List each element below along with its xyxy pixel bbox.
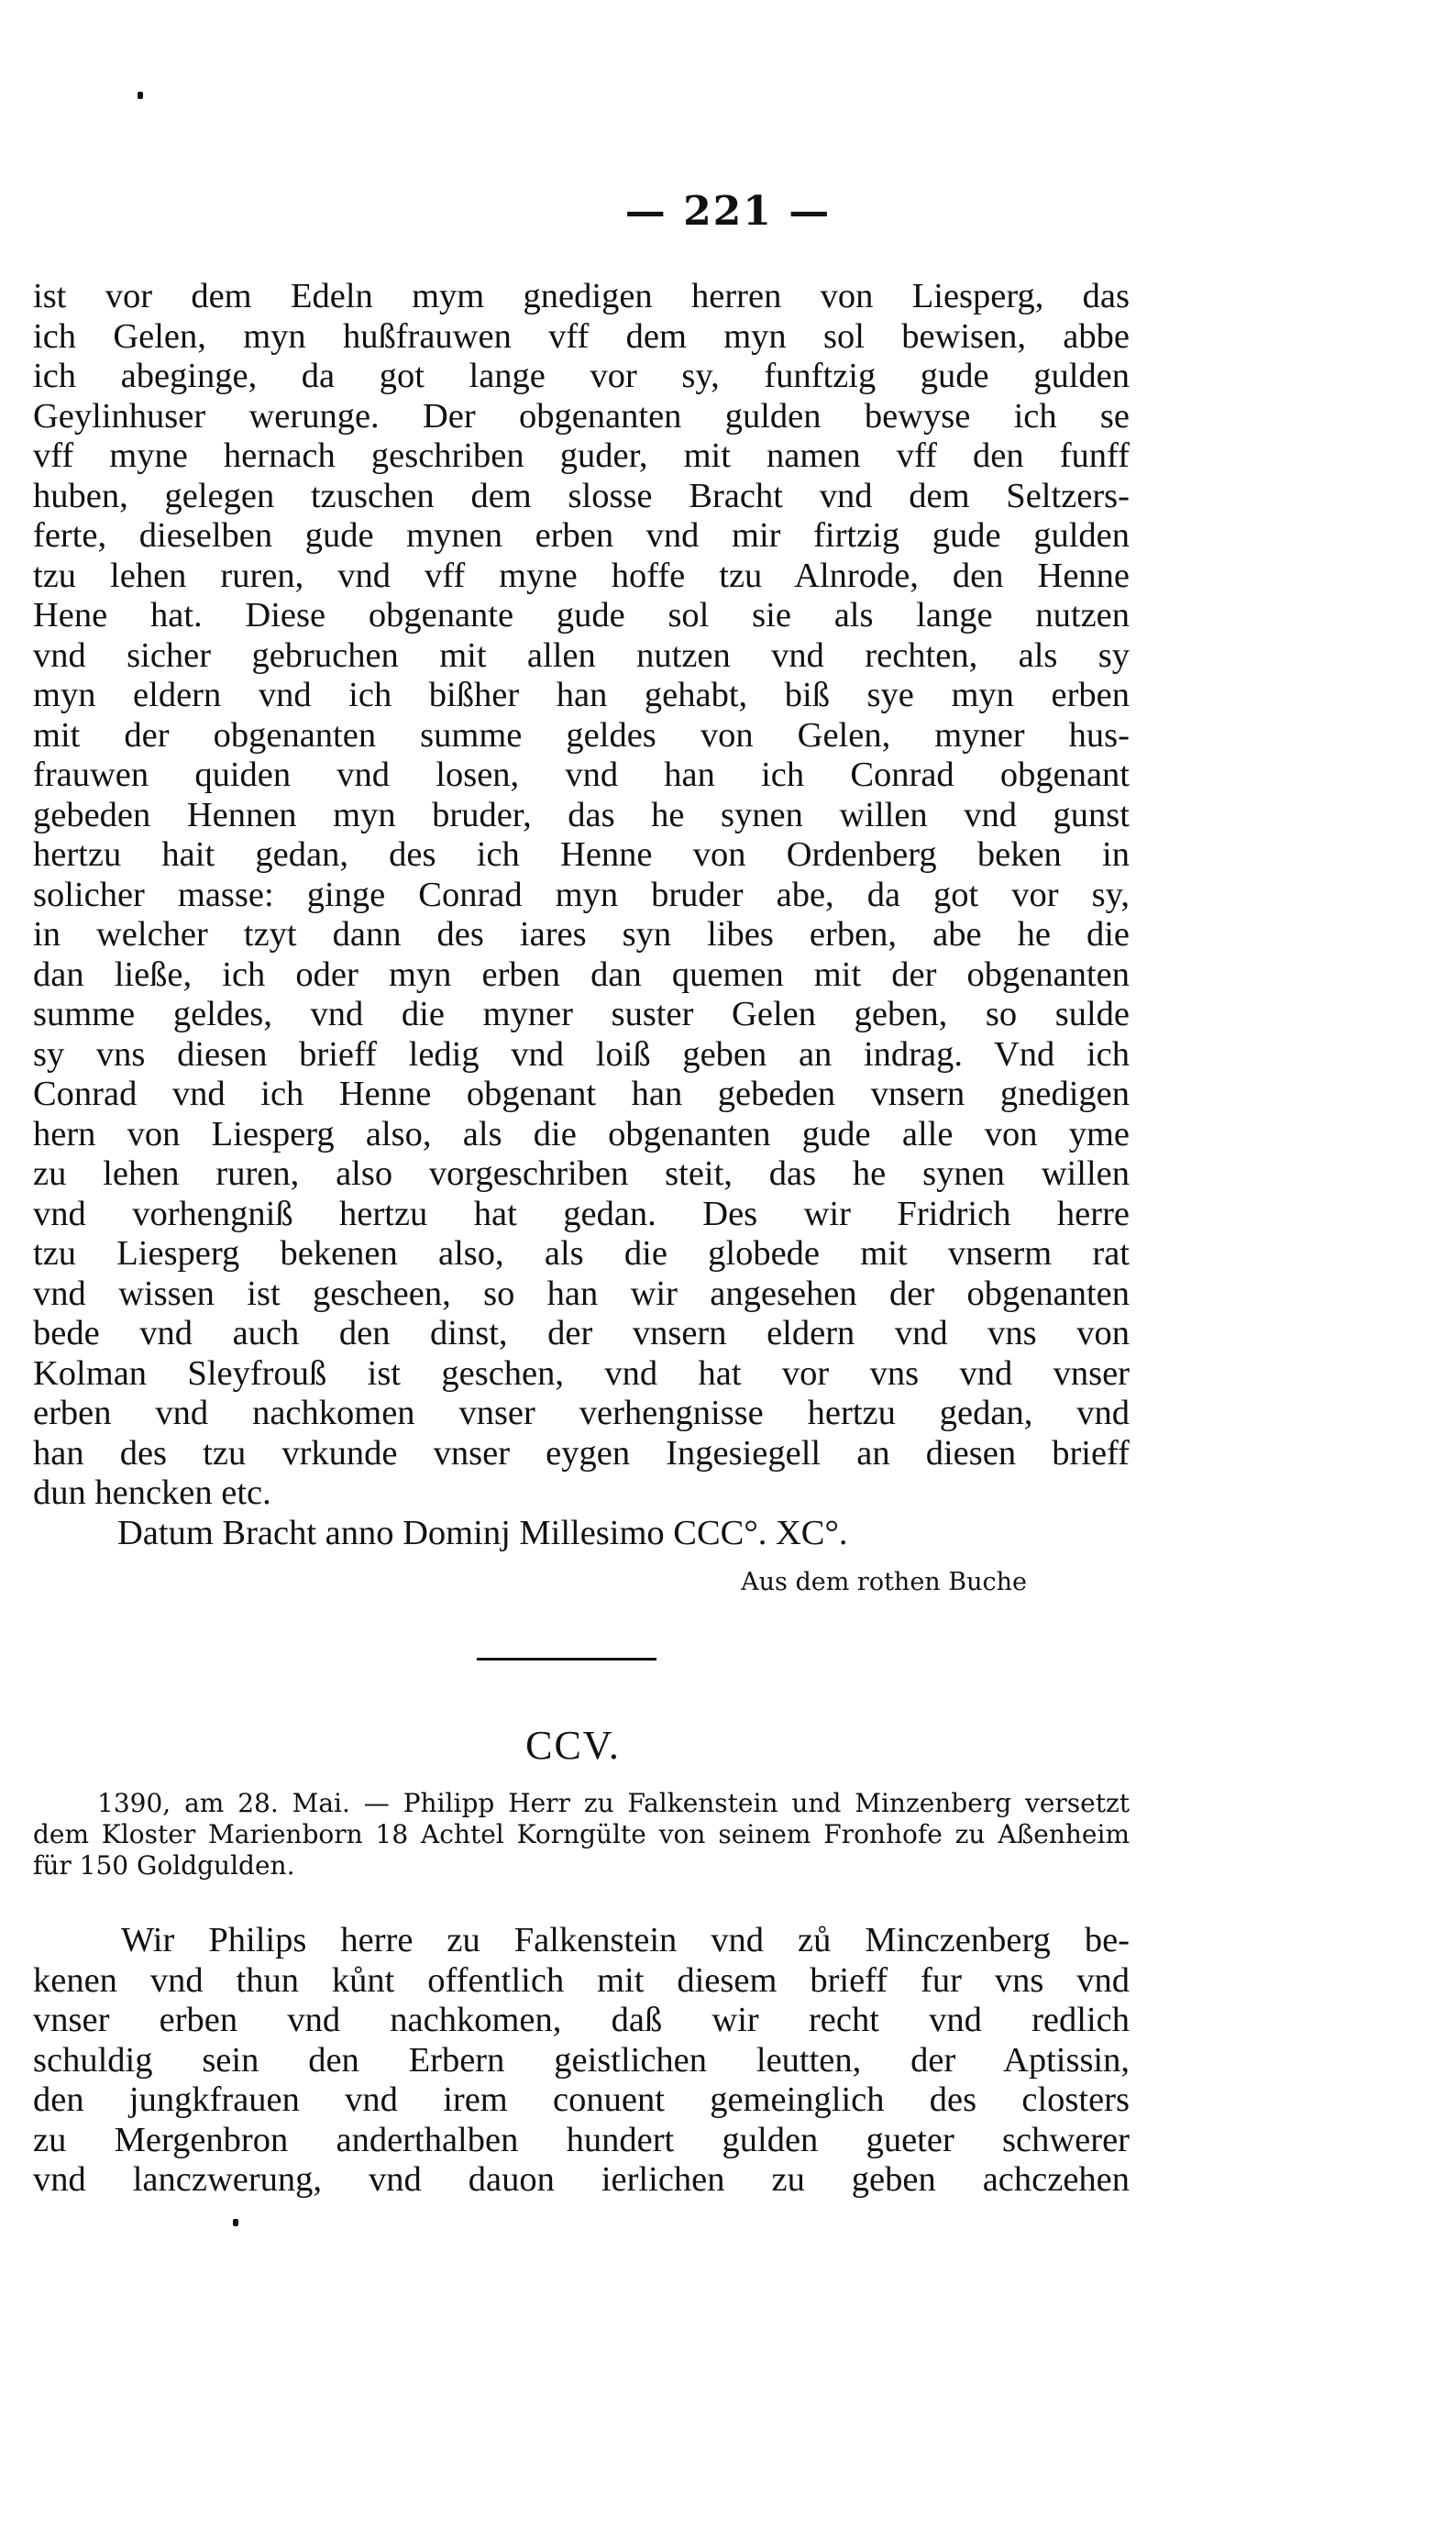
text-line: vnd lanczwerung, vnd dauon ierlichen zu geben achczehen bbox=[33, 2160, 1130, 2199]
text-line: solicher masse: ginge Conrad myn bruder abe, da got vor sy, bbox=[33, 875, 1130, 914]
text-line: vnd vorhengniß hertzu hat gedan. Des wir Fridrich herre bbox=[33, 1194, 1130, 1233]
section-heading: CCV. bbox=[525, 1723, 621, 1768]
text-line: vnd wissen ist gescheen, so han wir angesehen der obgenanten bbox=[33, 1274, 1130, 1313]
dating-line: Datum Bracht anno Dominj Millesimo CCC°. XC°. bbox=[117, 1513, 848, 1552]
text-line: Hene hat. Diese obgenante gude sol sie als lange nutzen bbox=[33, 596, 1130, 635]
text-line: ferte, dieselben gude mynen erben vnd mir firtzig gude gulden bbox=[33, 516, 1130, 555]
section-divider bbox=[477, 1658, 656, 1661]
text-line: tzu Liesperg bekenen also, als die globede mit vnserm rat bbox=[33, 1234, 1130, 1273]
regest-summary bbox=[33, 1788, 1130, 1881]
print-speck bbox=[233, 2219, 238, 2226]
text-line: Conrad vnd ich Henne obgenant han gebeden vnsern gnedigen bbox=[33, 1075, 1130, 1113]
text-line: schuldig sein den Erbern geistlichen leutten, der Aptissin, bbox=[33, 2040, 1130, 2080]
charter-text bbox=[33, 1921, 1130, 2201]
text-line: myn eldern vnd ich bißher han gehabt, biß sye myn erben bbox=[33, 676, 1130, 714]
text-line: dun hencken etc. bbox=[33, 1473, 271, 1512]
text-line: sy vns diesen brieff ledig vnd loiß geben an indrag. Vnd ich bbox=[33, 1034, 1130, 1074]
text-line: vnser erben vnd nachkomen, daß wir recht vnd redlich bbox=[33, 2001, 1130, 2039]
text-line: Kolman Sleyfrouß ist geschen, vnd hat vor vns vnd vnser bbox=[33, 1353, 1130, 1393]
summary-line: 1390, am 28. Mai. — Philipp Herr zu Falkenstein und Minzenberg versetzt bbox=[97, 1788, 1130, 1818]
text-line: dan ließe, ich oder myn erben dan quemen mit der obgenanten bbox=[33, 955, 1130, 994]
text-line: hern von Liesperg also, als die obgenanten gude alle von yme bbox=[33, 1114, 1130, 1153]
text-line: ich Gelen, myn hußfrauwen vff dem myn sol bewisen, abbe bbox=[33, 316, 1130, 356]
print-speck bbox=[138, 92, 143, 99]
text-line: tzu lehen ruren, vnd vff myne hoffe tzu Alnrode, den Henne bbox=[33, 556, 1130, 595]
text-line: Wir Philips herre zu Falkenstein vnd zů Minczenberg be- bbox=[121, 1921, 1130, 1959]
text-line: Geylinhuser werunge. Der obgenanten gulden bewyse ich se bbox=[33, 396, 1130, 436]
summary-line: dem Kloster Marienborn 18 Achtel Korngülte von seinem Fronhofe zu Aßenheim bbox=[33, 1819, 1130, 1849]
text-line: ich abeginge, da got lange vor sy, funftzig gude gulden bbox=[33, 357, 1130, 395]
text-line: in welcher tzyt dann des iares syn libes erben, abe he die bbox=[33, 915, 1130, 954]
text-line: den jungkfrauen vnd irem conuent gemeinglich des closters bbox=[33, 2080, 1130, 2119]
text-line: gebeden Hennen myn bruder, das he synen willen vnd gunst bbox=[33, 795, 1130, 834]
text-line: hertzu hait gedan, des ich Henne von Ordenberg beken in bbox=[33, 835, 1130, 874]
text-line: zu lehen ruren, also vorgeschriben steit, das he synen willen bbox=[33, 1154, 1130, 1193]
text-line: vff myne hernach geschriben guder, mit namen vff den funff bbox=[33, 436, 1130, 475]
text-line: vnd sicher gebruchen mit allen nutzen vnd rechten, als sy bbox=[33, 635, 1130, 675]
source-note: Aus dem rothen Buche bbox=[741, 1568, 1027, 1596]
text-line: zu Mergenbron anderthalben hundert gulden gueter schwerer bbox=[33, 2120, 1130, 2159]
page-number: — 221 — bbox=[624, 188, 832, 235]
text-line: han des tzu vrkunde vnser eygen Ingesiegell an diesen brieff bbox=[33, 1433, 1130, 1473]
text-line: frauwen quiden vnd losen, vnd han ich Conrad obgenant bbox=[33, 756, 1130, 794]
text-line: huben, gelegen tzuschen dem slosse Bracht vnd dem Seltzers- bbox=[33, 476, 1130, 515]
text-line: bede vnd auch den dinst, der vnsern eldern vnd vns von bbox=[33, 1314, 1130, 1352]
text-line: mit der obgenanten summe geldes von Gelen, myner hus- bbox=[33, 715, 1130, 755]
body-text bbox=[33, 277, 1130, 1553]
text-line: kenen vnd thun kůnt offentlich mit diesem brieff fur vns vnd bbox=[33, 1960, 1130, 2000]
text-line: erben vnd nachkomen vnser verhengnisse hertzu gedan, vnd bbox=[33, 1394, 1130, 1432]
text-line: ist vor dem Edeln mym gnedigen herren von Liesperg, das bbox=[33, 277, 1130, 315]
text-line: summe geldes, vnd die myner suster Gelen geben, so sulde bbox=[33, 995, 1130, 1033]
summary-line: für 150 Goldgulden. bbox=[33, 1850, 295, 1881]
